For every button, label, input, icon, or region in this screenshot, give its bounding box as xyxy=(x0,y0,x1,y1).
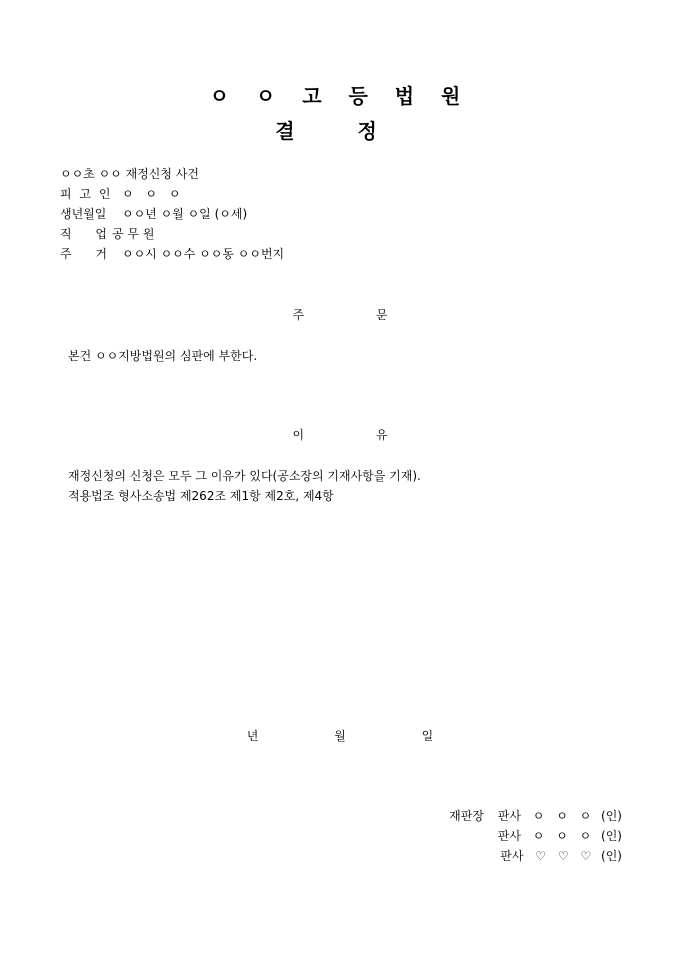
address-row xyxy=(60,244,284,264)
judge-name: ㅇ ㅇ ㅇ xyxy=(532,829,596,843)
judges-signature-block xyxy=(449,806,622,866)
judge-seal: (인) xyxy=(601,829,622,843)
judge-seal: (인) xyxy=(601,809,622,823)
presiding-judge-row xyxy=(449,806,622,826)
address-label: 주 거 xyxy=(60,247,117,261)
order-text: 본건 ㅇㅇ지방법원의 심판에 부한다. xyxy=(68,349,258,363)
judge-seal: (인) xyxy=(601,849,622,863)
document-type-title: 결 정 xyxy=(275,119,405,143)
birthdate-row xyxy=(60,204,284,224)
reason-text-block xyxy=(68,466,421,506)
birthdate-label: 생년월일 xyxy=(60,207,107,221)
case-name: ㅇㅇ초 ㅇㅇ 재정신청 사건 xyxy=(60,167,199,181)
occupation-value: 공 무 원 xyxy=(112,227,155,241)
reason-line: 적용법조 형사소송법 제262조 제1항 제2호, 제4항 xyxy=(68,489,334,503)
judge-name: ㅇ ㅇ ㅇ xyxy=(532,809,596,823)
court-name-title: ㅇ ㅇ 고 등 법 원 xyxy=(209,84,471,108)
order-heading: 주 문 xyxy=(292,308,422,322)
defendant-value: ㅇ ㅇ ㅇ xyxy=(122,187,185,201)
defendant-row xyxy=(60,184,284,204)
judge-title: 판사 xyxy=(497,829,521,843)
judge-title: 판사 xyxy=(500,849,524,863)
reason-line: 재정신청의 신청은 모두 그 이유가 있다(공소장의 기재사항을 기재). xyxy=(68,469,421,483)
occupation-row xyxy=(60,224,284,244)
judge-title: 판사 xyxy=(497,809,521,823)
associate-judge-row xyxy=(449,846,622,866)
reason-heading: 이 유 xyxy=(292,428,422,442)
defendant-label: 피 고 인 xyxy=(60,187,113,201)
case-name-row xyxy=(60,164,284,184)
judge-name: ♡ ♡ ♡ xyxy=(535,849,596,863)
birthdate-value: ㅇㅇ년 ㅇ월 ㅇ일 (ㅇ세) xyxy=(122,207,248,221)
decision-date-line: 년 월 일 xyxy=(246,729,470,743)
address-value: ㅇㅇ시 ㅇㅇ수 ㅇㅇ동 ㅇㅇ번지 xyxy=(122,247,285,261)
judge-role: 재판장 xyxy=(449,809,484,823)
occupation-label: 직 업 xyxy=(60,227,117,241)
associate-judge-row xyxy=(449,826,622,846)
case-info-block xyxy=(60,164,284,264)
